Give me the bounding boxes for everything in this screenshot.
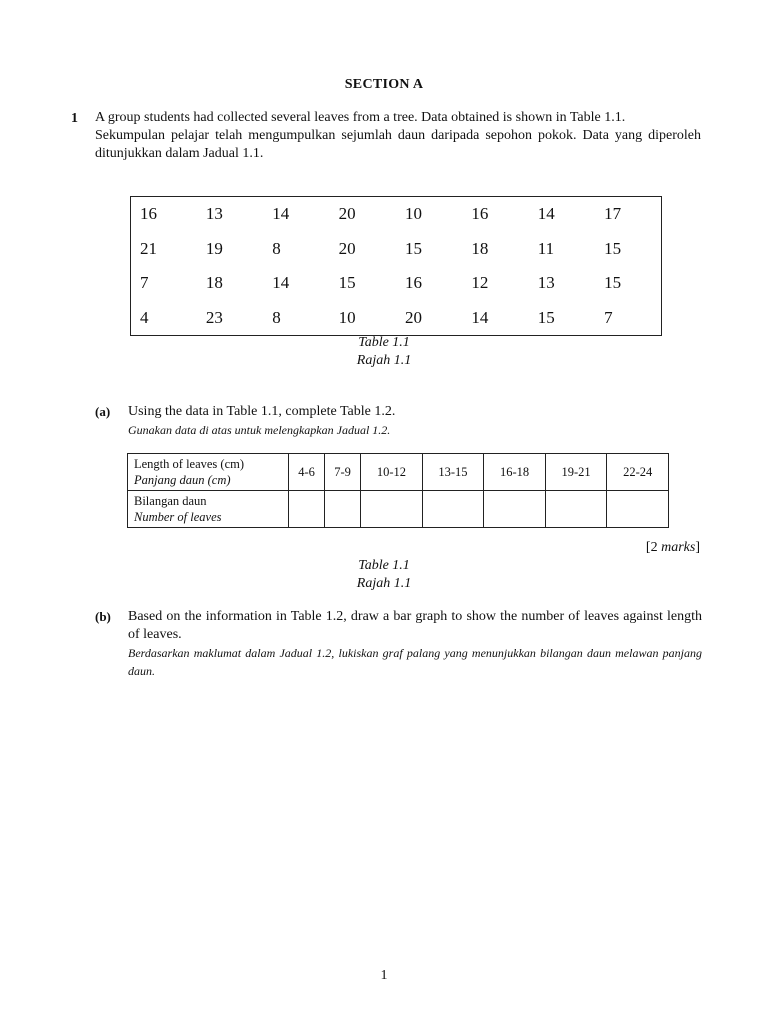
frequency-table-count-row [128,491,669,528]
data-table-cell: 18 [205,273,223,293]
data-table-cell: 7 [604,307,613,327]
count-input-cell[interactable] [325,491,361,528]
question-text-english: A group students had collected several leaves from a tree. Data obtained is shown in Table 1.1. [95,110,626,125]
part-a-text [128,403,702,439]
data-table-row [131,266,662,300]
table-1-2-caption-malay: Rajah 1.1 [356,576,412,591]
data-table-cell: 16 [471,204,489,224]
data-table-cell: 20 [338,238,356,258]
data-table-cell: 13 [205,204,223,224]
data-table-row [131,197,662,232]
marks-indicator [646,540,700,556]
data-table-cell: 16 [405,273,422,293]
count-input-cell[interactable] [484,491,546,528]
marks-close-bracket: ] [695,540,700,555]
count-input-cell[interactable] [607,491,669,528]
data-table-cell: 15 [537,307,555,327]
data-table-cell: 4 [140,307,149,327]
interval-cell: 19-21 [545,454,607,491]
table-1-1-caption [0,334,768,370]
question-number: 1 [71,111,78,126]
data-table-cell: 7 [140,273,149,293]
data-table-row [131,300,662,335]
part-a-text-malay: Gunakan data di atas untuk melengkapkan Jadual 1.2. [128,423,391,437]
data-table-cell: 14 [537,204,555,224]
data-table-cell: 15 [405,238,422,258]
data-table-cell: 15 [338,273,356,293]
part-a-text-english: Using the data in Table 1.1, complete Table 1.2. [128,404,396,419]
count-input-cell[interactable] [545,491,607,528]
interval-cell: 13-15 [422,454,484,491]
page-number: 1 [380,968,388,983]
data-table-cell: 23 [205,307,223,327]
data-table-cell: 20 [405,307,422,327]
data-table-cell: 11 [537,238,555,258]
data-table-cell: 14 [471,307,489,327]
interval-cell: 22-24 [607,454,669,491]
frequency-table-header-row [128,454,669,491]
section-title: SECTION A [344,77,424,92]
part-b-text [128,608,702,680]
count-input-cell[interactable] [289,491,325,528]
data-table-cell: 12 [471,273,489,293]
length-header-english: Length of leaves (cm) [134,457,245,471]
length-header-malay: Panjang daun (cm) [134,473,231,487]
data-table-cell: 16 [140,204,157,224]
interval-cell: 16-18 [484,454,546,491]
data-table-cell: 14 [272,273,290,293]
table-1-2-caption [0,557,768,593]
frequency-table-1-2 [127,453,669,528]
count-label-english: Number of leaves [134,510,222,524]
data-table-cell: 13 [537,273,555,293]
data-table-cell: 18 [471,238,489,258]
data-table-cell: 14 [272,204,290,224]
table-1-1-caption-english: Table 1.1 [358,335,410,350]
part-b-text-malay: Berdasarkan maklumat dalam Jadual 1.2, lukiskan graf palang yang menunjukkan bilangan daun melawan panjang daun. [128,646,702,678]
data-table-1-1 [130,196,662,336]
data-table-cell: 8 [272,238,281,258]
part-b-text-english: Based on the information in Table 1.2, draw a bar graph to show the number of leaves against length of leaves. [128,609,702,642]
table-1-2-caption-english: Table 1.1 [358,558,410,573]
count-input-cell[interactable] [422,491,484,528]
data-table-cell: 10 [405,204,422,224]
data-table-cell: 10 [338,307,356,327]
data-table-cell: 17 [604,204,622,224]
table-1-1-caption-malay: Rajah 1.1 [356,353,412,368]
data-table-cell: 20 [338,204,356,224]
interval-cell: 7-9 [325,454,361,491]
marks-open-bracket: [ [645,540,651,555]
question-text-malay: Sekumpulan pelajar telah mengumpulkan sejumlah daun daripada sepohon pokok. Data yang diperoleh ditunjukkan dalam Jadual 1.1. [95,128,701,161]
count-input-cell[interactable] [361,491,423,528]
interval-cell: 4-6 [289,454,325,491]
marks-word: marks [661,540,696,555]
length-header-cell [128,454,289,491]
part-a-label: (a) [95,404,111,419]
data-table-cell: 19 [205,238,223,258]
data-table-cell: 15 [604,273,622,293]
data-table-cell: 15 [604,238,622,258]
data-table-row [131,232,662,266]
data-table-cell: 21 [140,238,157,258]
interval-cell: 10-12 [361,454,423,491]
data-table-cell: 8 [272,307,281,327]
count-label-malay: Bilangan daun [134,494,207,508]
count-label-cell [128,491,289,528]
part-b-label: (b) [95,609,111,624]
marks-value: 2 [650,540,658,555]
question-text [95,109,701,163]
